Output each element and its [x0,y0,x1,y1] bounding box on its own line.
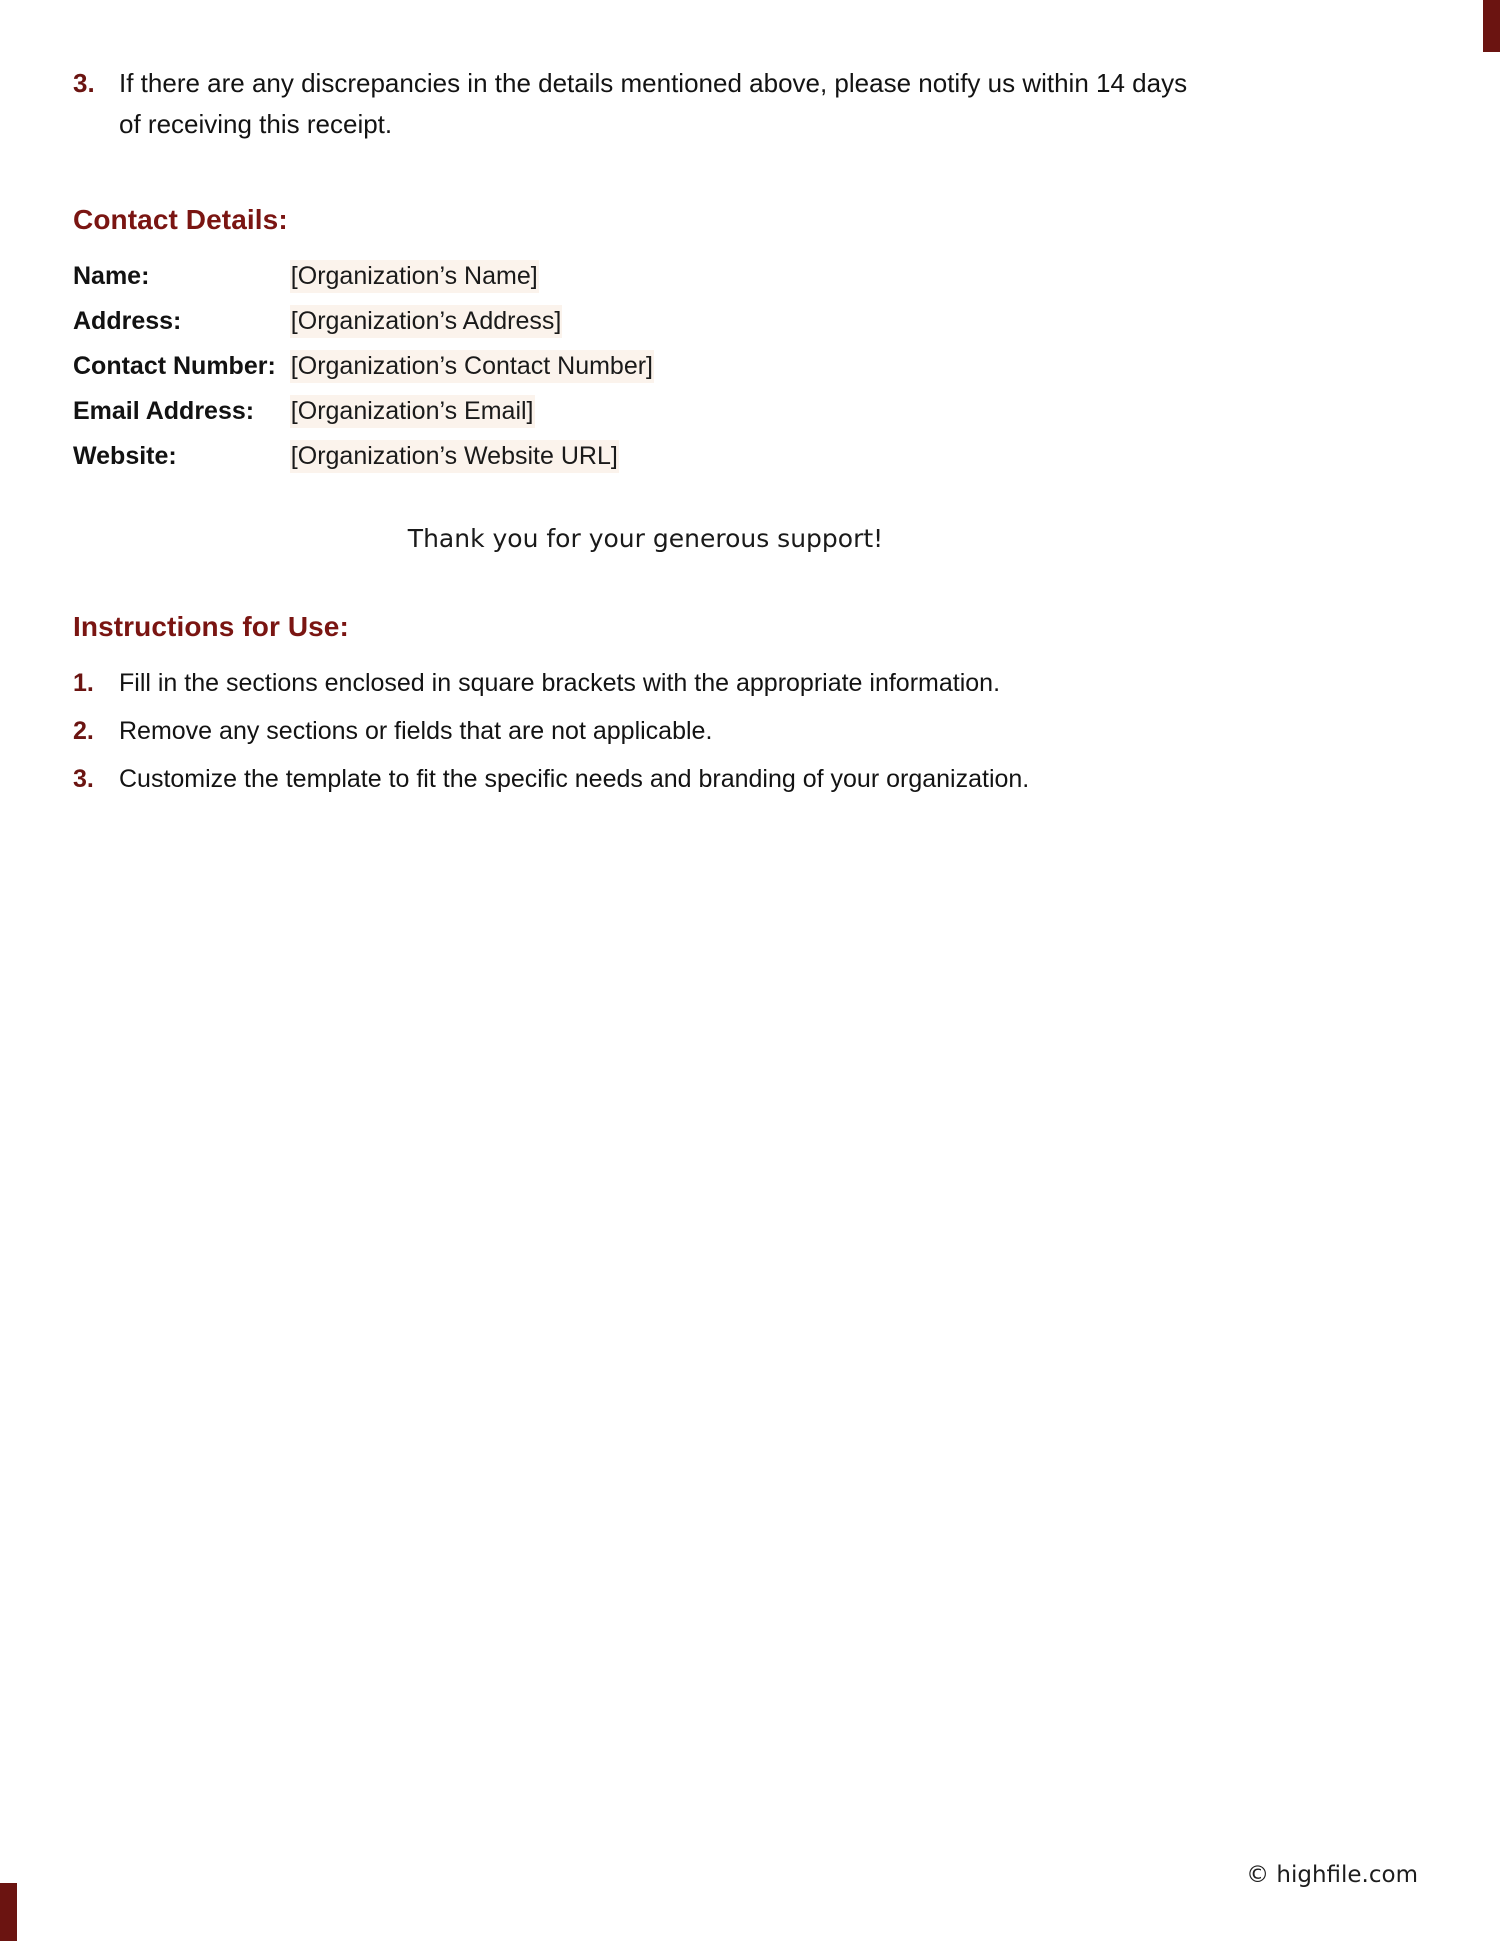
contact-label-address: Address: [73,307,182,335]
contact-value-website [290,440,654,485]
placeholder-field: [Organization’s Contact Number] [290,350,654,383]
list-item [73,714,1418,748]
contact-label-email-address: Email Address: [73,397,255,425]
table-row [73,305,654,350]
instructions-heading: Instructions for Use: [73,611,349,642]
placeholder-field: [Organization’s Website URL] [290,440,619,473]
contact-details-heading: Contact Details: [73,204,288,235]
accent-bar-top-right [1483,0,1500,52]
list-item-text: Remove any sections or fields that are not applicable. [119,717,713,745]
instructions-list [73,666,1418,796]
notes-list [73,63,1418,145]
contact-label-contact-number: Contact Number: [73,352,276,380]
contact-value-email-address [290,395,654,440]
table-row [73,395,654,440]
contact-details-table [73,260,654,485]
page-content [73,0,1418,810]
contact-value-name [290,260,654,305]
table-row [73,440,654,485]
list-item [73,666,1418,700]
placeholder-field: [Organization’s Name] [290,260,539,293]
list-item-text: Customize the template to fit the specific needs and branding of your organization. [119,765,1030,793]
thank-you-message: Thank you for your generous support! [407,524,884,553]
list-item-marker: 2. [73,717,94,745]
table-row [73,260,654,305]
contact-label-website: Website: [73,442,177,470]
contact-value-contact-number [290,350,654,395]
accent-bar-bottom-left [0,1883,17,1941]
table-row [73,350,654,395]
contact-label-name: Name: [73,262,150,290]
placeholder-field: [Organization’s Email] [290,395,535,428]
list-item-text: Fill in the sections enclosed in square brackets with the appropriate information. [119,669,1001,697]
footer-copyright: © highfile.com [1246,1862,1418,1888]
list-item [73,63,1418,145]
contact-value-address [290,305,654,350]
placeholder-field: [Organization’s Address] [290,305,563,338]
list-item-marker: 1. [73,669,94,697]
list-item-text: If there are any discrepancies in the details mentioned above, please notify us within 14 days of receiving this receipt. [119,68,1188,139]
list-item [73,762,1418,796]
list-item-marker: 3. [73,765,94,793]
list-item-marker: 3. [73,68,95,98]
